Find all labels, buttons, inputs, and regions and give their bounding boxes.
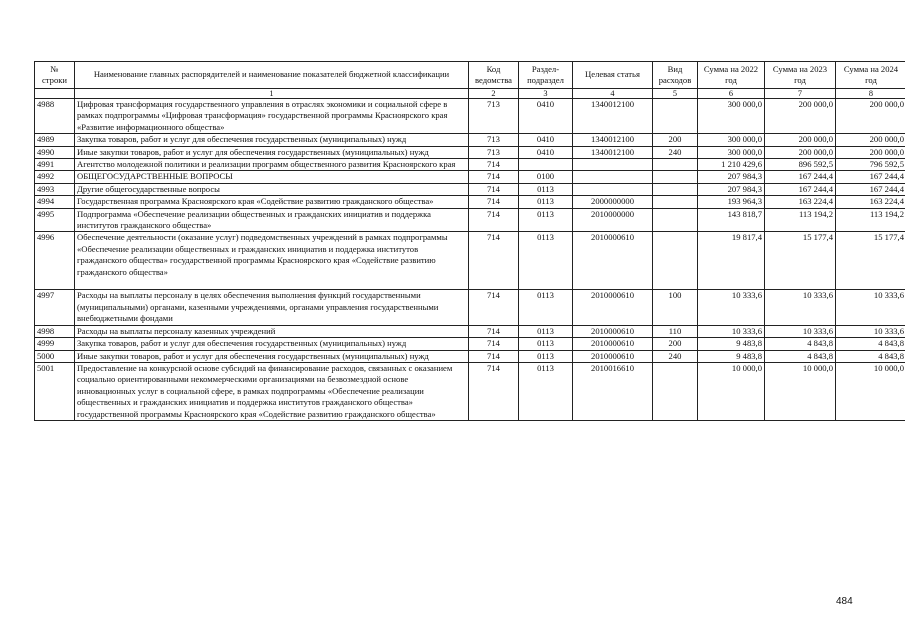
row-number: 4995 (35, 208, 75, 232)
row-expense-type (653, 171, 698, 183)
row-name: Закупка товаров, работ и услуг для обеспечения государственных (муниципальных) нужд (75, 134, 469, 146)
row-name: Предоставление на конкурсной основе субсидий на финансирование расходов, связанных с оказанием социально ориентированными некоммерческими организациями на безвозмездной основе инновационных услуг в социальной сфере, в рамках подпрограммы «Обеспечение реализации общественных и гражданских инициатив и поддержка институтов гражданского общества» государственной программы Красноярского края «Содействие развитию гражданского общества» (75, 362, 469, 420)
row-sum-2022: 9 483,8 (698, 350, 765, 362)
row-sum-2024: 4 843,8 (836, 338, 905, 350)
table-row (35, 134, 905, 146)
row-dept-code: 714 (469, 338, 519, 350)
row-target-article: 1340012100 (573, 146, 653, 158)
row-name: Обеспечение деятельности (оказание услуг) подведомственных учреждений в рамках подпрограммы «Обеспечение реализации общественных и гражданских инициатив и поддержка институтов гражданского общества» государственной программы Красноярского края «Содействие развитию гражданского общества» (75, 232, 469, 290)
row-target-article: 2010000000 (573, 208, 653, 232)
row-sum-2023: 15 177,4 (765, 232, 836, 290)
header-sum-2024: Сумма на 2024 год (836, 62, 905, 89)
row-expense-type (653, 159, 698, 171)
row-dept-code: 714 (469, 183, 519, 195)
row-section: 0113 (519, 338, 573, 350)
row-sum-2022: 207 984,3 (698, 171, 765, 183)
column-number: 1 (75, 89, 469, 99)
row-section: 0113 (519, 196, 573, 208)
row-dept-code: 714 (469, 159, 519, 171)
row-number: 4991 (35, 159, 75, 171)
row-sum-2023: 896 592,5 (765, 159, 836, 171)
row-sum-2022: 193 964,3 (698, 196, 765, 208)
row-number: 5001 (35, 362, 75, 420)
budget-table (34, 61, 905, 421)
row-number: 4994 (35, 196, 75, 208)
column-number (35, 89, 75, 99)
row-dept-code: 714 (469, 325, 519, 337)
row-sum-2022: 300 000,0 (698, 146, 765, 158)
row-dept-code: 713 (469, 146, 519, 158)
row-expense-type (653, 196, 698, 208)
row-target-article: 1340012100 (573, 134, 653, 146)
page-number: 484 (836, 596, 853, 607)
row-section: 0113 (519, 183, 573, 195)
row-sum-2024: 113 194,2 (836, 208, 905, 232)
table-row (35, 196, 905, 208)
table-row (35, 159, 905, 171)
row-sum-2023: 167 244,4 (765, 183, 836, 195)
row-dept-code: 714 (469, 171, 519, 183)
row-sum-2022: 207 984,3 (698, 183, 765, 195)
row-name: Расходы на выплаты персоналу казенных учреждений (75, 325, 469, 337)
header-row-number: № строки (35, 62, 75, 89)
row-name: Государственная программа Красноярского края «Содействие развитию гражданского общества» (75, 196, 469, 208)
row-section: 0410 (519, 146, 573, 158)
row-sum-2024: 4 843,8 (836, 350, 905, 362)
column-number: 3 (519, 89, 573, 99)
row-sum-2023: 200 000,0 (765, 134, 836, 146)
table-row (35, 171, 905, 183)
column-number: 7 (765, 89, 836, 99)
row-number: 5000 (35, 350, 75, 362)
row-target-article (573, 159, 653, 171)
row-name: Другие общегосударственные вопросы (75, 183, 469, 195)
row-number: 4990 (35, 146, 75, 158)
row-dept-code: 714 (469, 196, 519, 208)
row-name: Расходы на выплаты персоналу в целях обеспечения выполнения функций государственными (муниципальными) органами, казенными учреждениями, органами управления государственными внебюджетными фондами (75, 290, 469, 325)
row-expense-type: 200 (653, 134, 698, 146)
table-row (35, 362, 905, 420)
row-expense-type (653, 99, 698, 134)
header-target-article: Целевая статья (573, 62, 653, 89)
header-row (35, 62, 905, 89)
row-name: Иные закупки товаров, работ и услуг для обеспечения государственных (муниципальных) нужд (75, 146, 469, 158)
row-sum-2024: 10 000,0 (836, 362, 905, 420)
table-row (35, 232, 905, 290)
row-sum-2024: 10 333,6 (836, 290, 905, 325)
row-target-article: 2010000610 (573, 290, 653, 325)
row-sum-2024: 200 000,0 (836, 99, 905, 134)
table-row (35, 350, 905, 362)
row-sum-2022: 1 210 429,6 (698, 159, 765, 171)
row-number: 4999 (35, 338, 75, 350)
row-sum-2022: 19 817,4 (698, 232, 765, 290)
row-dept-code: 713 (469, 134, 519, 146)
row-name: Цифровая трансформация государственного управления в отраслях экономики и социальной сфере в рамках подпрограммы «Цифровая трансформация» государственной программы Красноярского края «Развитие информационного общества» (75, 99, 469, 134)
row-expense-type: 110 (653, 325, 698, 337)
row-target-article: 2010000610 (573, 232, 653, 290)
column-number: 5 (653, 89, 698, 99)
table-row (35, 146, 905, 158)
row-sum-2022: 10 333,6 (698, 290, 765, 325)
table-row (35, 208, 905, 232)
row-sum-2023: 167 244,4 (765, 171, 836, 183)
row-expense-type: 240 (653, 350, 698, 362)
row-dept-code: 714 (469, 208, 519, 232)
row-section: 0113 (519, 350, 573, 362)
row-number: 4992 (35, 171, 75, 183)
row-expense-type (653, 362, 698, 420)
row-sum-2023: 113 194,2 (765, 208, 836, 232)
row-target-article (573, 183, 653, 195)
row-expense-type (653, 208, 698, 232)
row-section: 0410 (519, 134, 573, 146)
row-sum-2022: 9 483,8 (698, 338, 765, 350)
row-number: 4988 (35, 99, 75, 134)
table-row (35, 325, 905, 337)
row-dept-code: 714 (469, 232, 519, 290)
row-number: 4996 (35, 232, 75, 290)
row-dept-code: 714 (469, 362, 519, 420)
row-expense-type (653, 183, 698, 195)
row-expense-type (653, 232, 698, 290)
row-target-article: 2010000610 (573, 350, 653, 362)
row-dept-code: 714 (469, 350, 519, 362)
row-target-article: 2010000610 (573, 338, 653, 350)
row-number: 4989 (35, 134, 75, 146)
row-sum-2024: 200 000,0 (836, 146, 905, 158)
header-name: Наименование главных распорядителей и наименование показателей бюджетной классификации (75, 62, 469, 89)
header-dept-code: Код ведомства (469, 62, 519, 89)
table-row (35, 183, 905, 195)
header-sum-2022: Сумма на 2022 год (698, 62, 765, 89)
row-sum-2023: 4 843,8 (765, 338, 836, 350)
row-target-article: 2010000610 (573, 325, 653, 337)
column-number: 2 (469, 89, 519, 99)
row-expense-type: 200 (653, 338, 698, 350)
row-name: Агентство молодежной политики и реализации программ общественного развития Красноярского края (75, 159, 469, 171)
row-name: Иные закупки товаров, работ и услуг для обеспечения государственных (муниципальных) нужд (75, 350, 469, 362)
row-sum-2023: 10 333,6 (765, 325, 836, 337)
row-sum-2024: 167 244,4 (836, 171, 905, 183)
row-expense-type: 100 (653, 290, 698, 325)
row-sum-2022: 300 000,0 (698, 99, 765, 134)
row-section: 0100 (519, 171, 573, 183)
row-sum-2023: 200 000,0 (765, 99, 836, 134)
row-sum-2023: 10 000,0 (765, 362, 836, 420)
row-target-article: 2010016610 (573, 362, 653, 420)
row-sum-2023: 10 333,6 (765, 290, 836, 325)
row-section: 0113 (519, 325, 573, 337)
header-sum-2023: Сумма на 2023 год (765, 62, 836, 89)
row-expense-type: 240 (653, 146, 698, 158)
row-sum-2023: 163 224,4 (765, 196, 836, 208)
row-sum-2023: 200 000,0 (765, 146, 836, 158)
row-section: 0113 (519, 290, 573, 325)
row-section: 0113 (519, 232, 573, 290)
row-name: ОБЩЕГОСУДАРСТВЕННЫЕ ВОПРОСЫ (75, 171, 469, 183)
row-section: 0113 (519, 208, 573, 232)
row-sum-2023: 4 843,8 (765, 350, 836, 362)
header-section: Раздел-подраздел (519, 62, 573, 89)
row-target-article (573, 171, 653, 183)
table-row (35, 290, 905, 325)
row-number: 4993 (35, 183, 75, 195)
column-number-row (35, 89, 905, 99)
row-sum-2022: 300 000,0 (698, 134, 765, 146)
row-sum-2022: 10 000,0 (698, 362, 765, 420)
row-section: 0113 (519, 362, 573, 420)
row-target-article: 2000000000 (573, 196, 653, 208)
row-sum-2024: 200 000,0 (836, 134, 905, 146)
row-section: 0410 (519, 99, 573, 134)
row-target-article: 1340012100 (573, 99, 653, 134)
row-number: 4998 (35, 325, 75, 337)
row-name: Закупка товаров, работ и услуг для обеспечения государственных (муниципальных) нужд (75, 338, 469, 350)
column-number: 4 (573, 89, 653, 99)
header-expense-type: Вид расходов (653, 62, 698, 89)
row-sum-2024: 10 333,6 (836, 325, 905, 337)
column-number: 8 (836, 89, 905, 99)
row-number: 4997 (35, 290, 75, 325)
row-sum-2022: 10 333,6 (698, 325, 765, 337)
table-row (35, 99, 905, 134)
row-sum-2024: 15 177,4 (836, 232, 905, 290)
row-dept-code: 713 (469, 99, 519, 134)
row-sum-2022: 143 818,7 (698, 208, 765, 232)
row-sum-2024: 796 592,5 (836, 159, 905, 171)
row-sum-2024: 167 244,4 (836, 183, 905, 195)
row-sum-2024: 163 224,4 (836, 196, 905, 208)
row-dept-code: 714 (469, 290, 519, 325)
column-number: 6 (698, 89, 765, 99)
table-row (35, 338, 905, 350)
row-section (519, 159, 573, 171)
row-name: Подпрограмма «Обеспечение реализации общественных и гражданских инициатив и поддержка институтов гражданского общества» (75, 208, 469, 232)
